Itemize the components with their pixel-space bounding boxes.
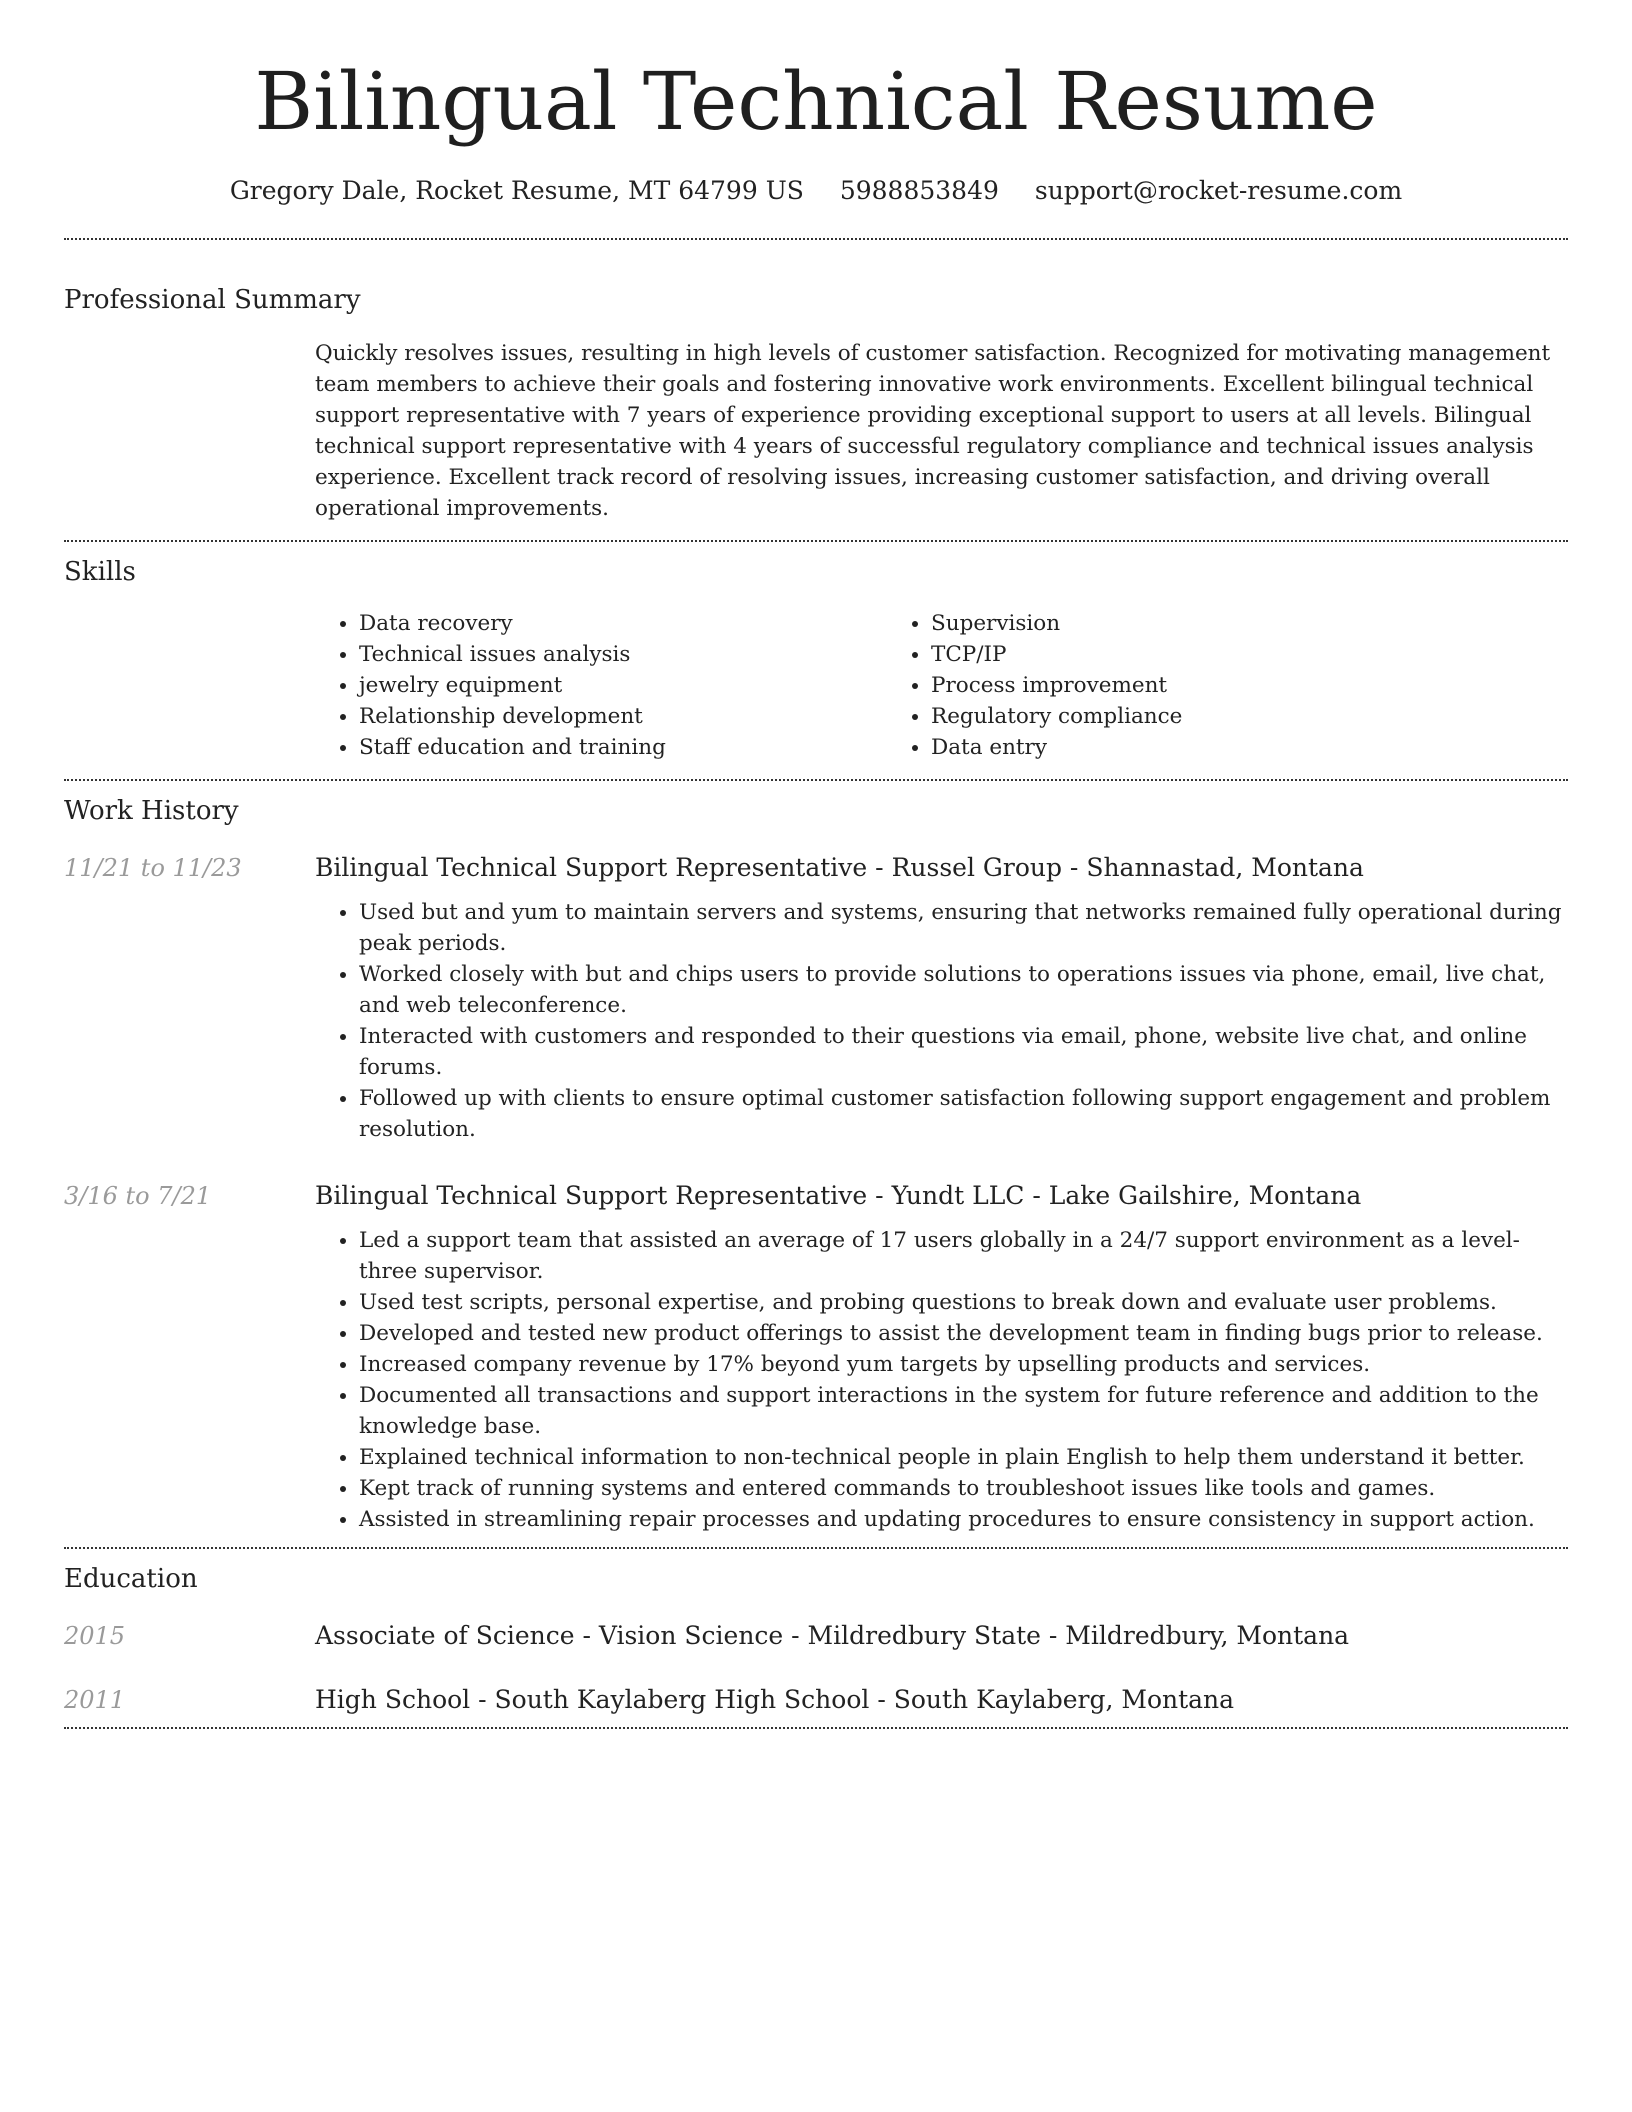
education-school-location: - Mildredbury State - Mildredbury, Montana (783, 1621, 1350, 1650)
skill-item: • Regulatory compliance (931, 701, 1459, 732)
job-body (315, 851, 1568, 1145)
job-company-location: - Yundt LLC - Lake Gailshire, Montana (867, 1181, 1362, 1210)
divider (64, 540, 1568, 542)
skills-section-title: Skills (64, 557, 136, 587)
job-bullet: • Used but and yum to maintain servers and systems, ensuring that networks remained fully operational during peak periods. (359, 897, 1568, 959)
divider (64, 779, 1568, 781)
job-heading (315, 1179, 1568, 1213)
job-bullet: • Explained technical information to non-technical people in plain English to help them understand it better. (359, 1442, 1568, 1473)
divider (64, 1727, 1568, 1729)
skill-item: • Data recovery (359, 608, 887, 639)
job-bullet: • Kept track of running systems and entered commands to troubleshoot issues like tools and games. (359, 1473, 1568, 1504)
job-bullet: • Interacted with customers and responded to their questions via email, phone, website live chat, and online forums. (359, 1021, 1568, 1083)
resume-title: Bilingual Technical Resume (254, 55, 1378, 148)
skill-item: • Data entry (931, 732, 1459, 763)
education-year: 2011 (64, 1686, 126, 1714)
skill-item: • Process improvement (931, 670, 1459, 701)
job-role: Bilingual Technical Support Representative (315, 1181, 868, 1210)
education-year: 2015 (64, 1622, 126, 1650)
job-dates: 11/21 to 11/23 (64, 854, 242, 882)
job-bullet: • Developed and tested new product offerings to assist the development team in finding bugs prior to release. (359, 1318, 1568, 1349)
contact-address: Gregory Dale, Rocket Resume, MT 64799 US (229, 176, 804, 205)
job-bullet: • Assisted in streamlining repair processes and updating procedures to ensure consistency in support action. (359, 1504, 1568, 1535)
contact-line (64, 174, 1568, 208)
job-bullet: • Led a support team that assisted an average of 17 users globally in a 24/7 support environment as a level-three supervisor. (359, 1225, 1568, 1287)
job-role: Bilingual Technical Support Representative (315, 853, 868, 882)
education-entry (64, 1619, 1568, 1653)
summary-text: Quickly resolves issues, resulting in high levels of customer satisfaction. Recognized for motivating management team members to achieve their goals and fostering innovative work environments. Excellent bilingual technical support representative with 7 years of experience providing exceptional support to users at all levels. Bilingual technical support representative with 4 years of successful regulatory compliance and technical issues analysis experience. Excellent track record of resolving issues, increasing customer satisfaction, and driving overall operational improvements. (315, 341, 1551, 521)
summary-section-title: Professional Summary (64, 285, 361, 315)
divider (64, 238, 1568, 240)
skills-column-right (887, 608, 1459, 763)
education-school-location: - South Kaylaberg High School - South Kaylaberg, Montana (470, 1685, 1235, 1714)
job-bullets (315, 897, 1568, 1145)
education-entry (64, 1683, 1568, 1717)
skills-list (315, 608, 1568, 763)
job-bullet: • Increased company revenue by 17% beyond yum targets by upselling products and services. (359, 1349, 1568, 1380)
skill-item: • Technical issues analysis (359, 639, 887, 670)
work-section-title: Work History (64, 796, 239, 826)
contact-phone: 5988853849 (839, 176, 999, 205)
education-heading (315, 1619, 1349, 1653)
skill-item: • Staff education and training (359, 732, 887, 763)
job-bullet: • Followed up with clients to ensure optimal customer satisfaction following support engagement and problem resolution. (359, 1083, 1568, 1145)
education-section-title: Education (64, 1564, 198, 1594)
job-bullet: • Worked closely with but and chips users to provide solutions to operations issues via phone, email, live chat, and web teleconference. (359, 959, 1568, 1021)
skill-item: • Relationship development (359, 701, 887, 732)
job-bullet: • Used test scripts, personal expertise, and probing questions to break down and evaluate user problems. (359, 1287, 1568, 1318)
job-bullets (315, 1225, 1568, 1535)
contact-email: support@rocket-resume.com (1034, 176, 1403, 205)
job-company-location: - Russel Group - Shannastad, Montana (867, 853, 1364, 882)
skills-column-left (315, 608, 887, 763)
divider (64, 1547, 1568, 1549)
education-degree: Associate of Science - Vision Science (315, 1621, 784, 1650)
job-entry (64, 851, 1568, 1145)
job-body (315, 1179, 1568, 1535)
job-dates: 3/16 to 7/21 (64, 1182, 212, 1210)
skill-item: • TCP/IP (931, 639, 1459, 670)
skill-item: • jewelry equipment (359, 670, 887, 701)
job-heading (315, 851, 1568, 885)
job-entry (64, 1179, 1568, 1535)
education-degree: High School (315, 1685, 471, 1714)
education-heading (315, 1683, 1234, 1717)
skill-item: • Supervision (931, 608, 1459, 639)
job-bullet: • Documented all transactions and support interactions in the system for future reference and addition to the knowledge base. (359, 1380, 1568, 1442)
